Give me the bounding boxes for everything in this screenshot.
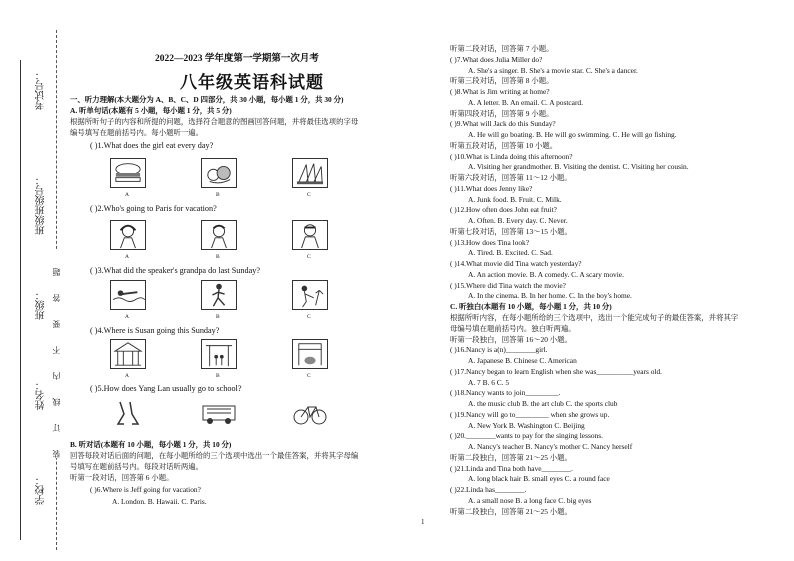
text-line: A. Japanese B. Chinese C. American [468,356,577,366]
zoo-picture [292,339,328,369]
option-label: B [216,314,220,320]
question-line: ( )16.Nancy is a(n)________girl. [450,345,548,355]
page-number: 1 [421,518,425,526]
text-line: A. long black hair B. small eyes C. a round face [468,474,610,484]
question-line: ( )19.Nancy will go to_________ when she grows up. [450,409,610,419]
question-3-pictures [110,280,328,310]
vegetables-picture [292,158,328,188]
exam-title: 八年级英语科试题 [180,73,324,92]
section-a-heading: A. 听单句话(本题有 5 小题，每小题 1 分，共 5 分) [70,106,232,115]
question-1-pictures [110,158,328,188]
option-label: A [125,373,129,379]
question-1: ( )1.What does the girl eat every day? [90,141,214,150]
text-line: 听第三段对话，回答第 8 小题。 [450,76,554,86]
girl-picture [110,220,146,250]
question-5: ( )5.How does Yang Lan usually go to school? [90,384,242,393]
option-label: C [307,254,311,260]
instruction-line: 号填写在题前括号内。每段对话听两遍。 [70,462,204,471]
bus-picture [201,398,237,428]
text-line: 根据所听内容，在每小题所给的三个选项中，选出一个能完成句子的最佳答案，并将其字 [450,313,739,322]
class-no-label: 班级班级号： [36,175,47,235]
question-line: ( )22.Linda has________. [450,485,527,495]
fruit-picture [201,158,237,188]
text-line: A. She's a singer. B. She's a movie star. C. She's a dancer. [468,65,638,75]
question-line: ( )17.Nancy began to learn English when she was__________years old. [450,366,663,376]
text-line: 听第五段对话，回答第 10 小题。 [450,140,558,150]
question-line: ( )21.Linda and Tina both have________. [450,463,573,473]
text-line: A. Tired. B. Excited. C. Sad. [468,248,553,258]
option-label: A [125,254,129,260]
question-line: ( )14.What movie did Tina watch yesterday? [450,259,582,269]
man-picture [292,220,328,250]
question-line: ( )8.What is Jim writing at home? [450,87,550,97]
question-3: ( )3.What did the speaker's grandpa do last Sunday? [90,266,260,275]
name-label: 姓名： [36,380,47,410]
text-line: A. Visiting her grandmother. B. Visiting the dentist. C. Visiting her cousin. [468,162,689,172]
exam-no-label: 考试号： [36,70,47,110]
exam-term: 2022—2023 学年度第一学期第一次月考 [155,54,319,64]
text-line: A. In the cinema. B. In her home. C. In the boy's home. [468,291,632,301]
gardening-picture [292,280,328,310]
question-line: ( )12.How often does John eat fruit? [450,205,557,215]
margin-line [20,60,21,540]
question-5-pictures [110,398,328,428]
question-6: ( )6.Where is Jeff going for vacation? [90,485,201,494]
class-label: 班级： [36,290,47,320]
question-2: ( )2.Who's going to Paris for vacation? [90,204,217,213]
text-line: 听第二段对话，回答第 7 小题。 [450,44,554,53]
text-line: A. a small nose B. a long face C. big eyes [468,495,592,505]
walking-picture [110,398,146,428]
bike-picture [292,398,328,428]
option-label: C [307,192,311,198]
text-line: 听第六段对话，回答第 11～12 小题。 [450,173,572,183]
instruction-line: 回答每段对话后面的问题，在每小题所给的三个选项中选出一个最佳答案，并将其字母编 [70,451,359,460]
text-line: C. 听独白(本题有 10 小题，每小题 1 分，共 10 分) [450,302,612,312]
question-line: ( )11.What does Jenny like? [450,183,533,193]
question-line: ( )9.What will Jack do this Sunday? [450,119,556,129]
running-picture [201,280,237,310]
question-line: ( )10.What is Linda doing this afternoon? [450,151,573,161]
text-line: A. New York B. Washington C. Beijing [468,420,585,430]
text-line: A. Nancy's teacher B. Nancy's mother C. Nancy herself [468,442,633,452]
text-line: A. Often. B. Every day. C. Never. [468,216,568,226]
option-label: B [216,254,220,260]
binding-margin [0,0,62,561]
question-line: ( )7.What does Julia Miller do? [450,54,543,64]
section-heading: 一、听力理解(本大题分为 A、B、C、D 四部分，共 30 小题，每小题 1 分，共 30 分) [70,95,344,104]
text-line: A. He will go boating. B. He will go swimming. C. He will go fishing. [468,130,677,140]
option-label: B [216,192,220,198]
text-line: A. An action movie. B. A comedy. C. A scary movie. [468,269,624,279]
text-line: A. 7 B. 6 C. 5 [468,377,510,387]
binding-warning: 装订线内不要答题 [52,250,61,458]
text-line: A. Junk food. B. Fruit. C. Milk. [468,194,562,204]
question-2-pictures [110,220,328,250]
option-label: C [307,314,311,320]
question-4: ( )4.Where is Susan going this Sunday? [90,326,220,335]
question-line: ( )18.Nancy wants to join_________. [450,388,561,398]
building-picture [110,339,146,369]
option-label: C [307,373,311,379]
park-gate-picture [201,339,237,369]
question-line: ( )20.________wants to pay for the singing lessons. [450,431,603,441]
text-line: 听第四段对话，回答第 9 小题。 [450,108,554,118]
instruction-line: 编号填写在题前括号内。每小题听一遍。 [70,128,204,137]
question-line: ( )15.Where did Tina watch the movie? [450,280,566,290]
question-line: ( )13.How does Tina look? [450,237,530,247]
option-label: B [216,373,220,379]
option-label: A [125,192,129,198]
text-line: 听第二段独白，回答第 21～25 小题。 [450,506,572,516]
instruction-line: 根据所听句子的内容和所提的问题，选择符合题意的图画回答问题，并将最佳选项的字母 [70,117,359,126]
text-line: 母编号填在题前括号内。独白听两遍。 [450,323,576,333]
section-b-heading: B. 听对话(本题有 10 小题，每小题 1 分，共 10 分) [70,440,232,449]
swimming-picture [110,280,146,310]
text-line: A. A letter. B. An email. C. A postcard. [468,97,583,107]
text-line: 听第二段独白，回答第 21～25 小题。 [450,452,572,462]
school-label: 学校： [36,475,47,505]
question-4-pictures [110,339,328,369]
hamburger-picture [110,158,146,188]
instruction-line: 听第一段对话，回答第 6 小题。 [70,473,174,482]
boy-picture [201,220,237,250]
option-label: A [125,314,129,320]
text-line: 听第一段独白，回答第 16～20 小题。 [450,334,572,344]
question-6-options: A. London. B. Hawaii. C. Paris. [112,497,207,506]
text-line: 听第七段对话，回答第 13～15 小题。 [450,226,572,236]
text-line: A. the music club B. the art club C. the sports club [468,399,618,409]
